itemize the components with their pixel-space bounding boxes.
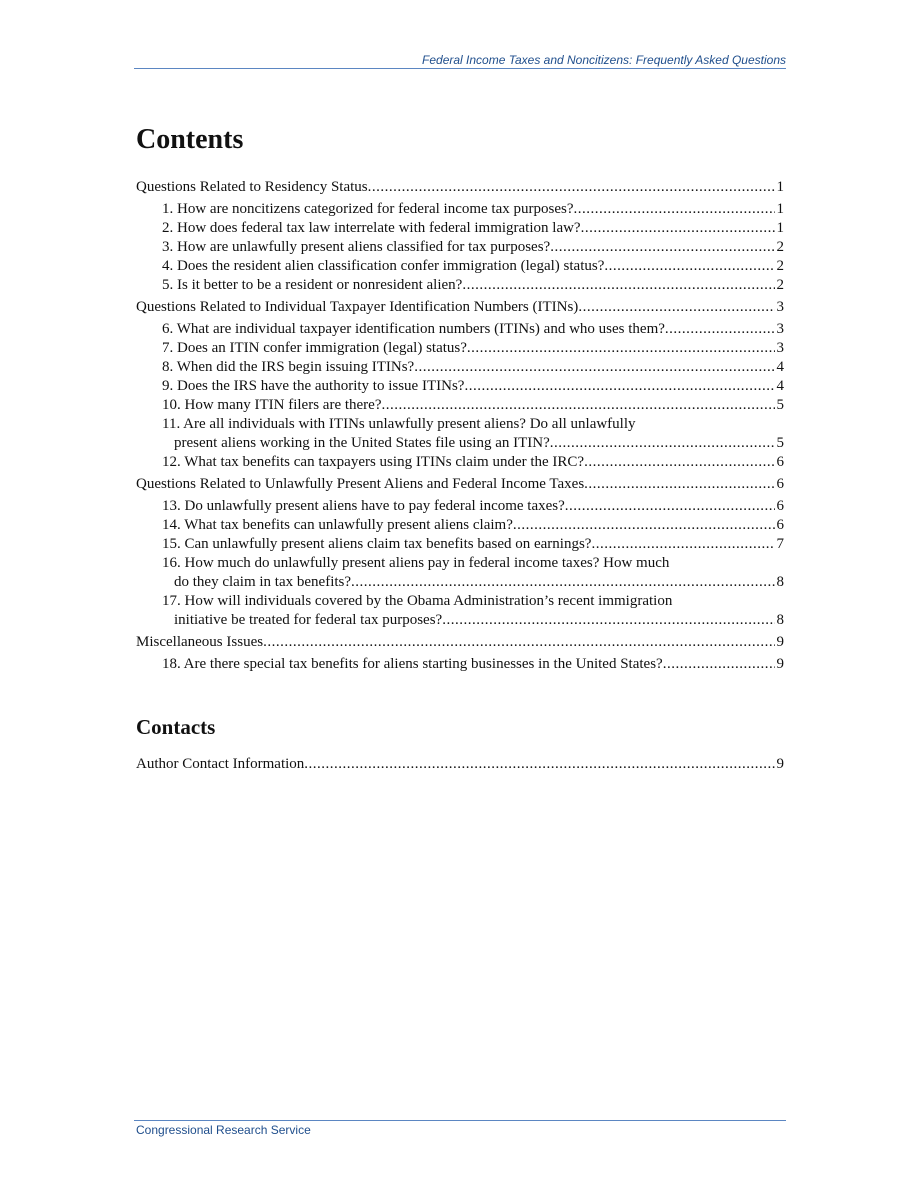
toc-page-number: 2 xyxy=(776,277,784,293)
toc-entry-title: 18. Are there special tax benefits for aliens starting businesses in the United States? xyxy=(162,656,663,672)
toc-page-number: 1 xyxy=(776,220,784,236)
toc-question-entry[interactable] xyxy=(136,554,784,592)
dot-leader xyxy=(462,276,774,295)
toc-question-entry[interactable] xyxy=(136,200,784,219)
dot-leader xyxy=(578,298,774,317)
toc-entry-title: 4. Does the resident alien classification confer immigration (legal) status? xyxy=(162,258,605,274)
dot-leader xyxy=(263,633,774,652)
toc-page-number: 2 xyxy=(776,258,784,274)
toc-page-number: 4 xyxy=(776,359,784,375)
toc-question-entry[interactable] xyxy=(136,320,784,339)
dot-leader xyxy=(382,396,775,415)
dot-leader xyxy=(565,497,775,516)
toc-page-number: 6 xyxy=(776,476,784,492)
table-of-contents xyxy=(136,178,784,674)
toc-entry-title: 13. Do unlawfully present aliens have to pay federal income taxes? xyxy=(162,498,565,514)
toc-question-entry[interactable] xyxy=(136,497,784,516)
dot-leader xyxy=(665,320,775,339)
dot-leader xyxy=(591,535,774,554)
toc-entry-title: 1. How are noncitizens categorized for federal income tax purposes? xyxy=(162,201,574,217)
dot-leader xyxy=(584,453,774,472)
toc-page-number: 3 xyxy=(776,299,784,315)
toc-entry-title-continued: initiative be treated for federal tax purposes? xyxy=(174,612,443,628)
toc-question-entry[interactable] xyxy=(136,655,784,674)
toc-section-entry[interactable] xyxy=(136,475,784,494)
dot-leader xyxy=(368,178,775,197)
toc-entry-title: 7. Does an ITIN confer immigration (legal) status? xyxy=(162,340,467,356)
contacts-list xyxy=(136,755,784,774)
toc-entry-title: 15. Can unlawfully present aliens claim tax benefits based on earnings? xyxy=(162,536,592,552)
toc-entry-title: 5. Is it better to be a resident or nonresident alien? xyxy=(162,277,463,293)
toc-question-entry[interactable] xyxy=(136,257,784,276)
toc-page-number: 4 xyxy=(776,378,784,394)
toc-question-entry[interactable] xyxy=(136,396,784,415)
toc-entry-title: 10. How many ITIN filers are there? xyxy=(162,397,382,413)
toc-question-entry[interactable] xyxy=(136,358,784,377)
toc-section-entry[interactable] xyxy=(136,298,784,317)
toc-page-number: 8 xyxy=(776,612,784,628)
dot-leader xyxy=(663,655,775,674)
toc-question-entry[interactable] xyxy=(136,535,784,554)
toc-entry-title: 9. Does the IRS have the authority to issue ITINs? xyxy=(162,378,465,394)
footer-rule xyxy=(134,1120,786,1121)
header-rule xyxy=(134,68,786,69)
toc-entry-title: 6. What are individual taxpayer identification numbers (ITINs) and who uses them? xyxy=(162,321,665,337)
toc-entry-title: Questions Related to Residency Status xyxy=(136,179,368,195)
toc-entry-title: 14. What tax benefits can unlawfully present aliens claim? xyxy=(162,517,513,533)
toc-page-number: 6 xyxy=(776,517,784,533)
toc-page-number: 1 xyxy=(776,179,784,195)
toc-entry-title: Questions Related to Unlawfully Present Aliens and Federal Income Taxes xyxy=(136,476,585,492)
toc-question-entry[interactable] xyxy=(136,276,784,295)
toc-question-entry[interactable] xyxy=(136,592,784,630)
dot-leader xyxy=(351,573,774,592)
toc-entry-title: 17. How will individuals covered by the Obama Administration’s recent immigration xyxy=(162,593,673,609)
contacts-heading: Contacts xyxy=(136,715,216,739)
dot-leader xyxy=(584,475,774,494)
toc-entry-title: 8. When did the IRS begin issuing ITINs? xyxy=(162,359,415,375)
dot-leader xyxy=(464,377,774,396)
toc-question-entry[interactable] xyxy=(136,453,784,472)
toc-page-number: 1 xyxy=(776,201,784,217)
toc-page-number: 8 xyxy=(776,574,784,590)
contents-heading: Contents xyxy=(136,124,244,155)
toc-page-number: 9 xyxy=(776,756,784,772)
toc-entry-title-continued: do they claim in tax benefits? xyxy=(174,574,352,590)
toc-page-number: 2 xyxy=(776,239,784,255)
toc-entry-title: Miscellaneous Issues xyxy=(136,634,264,650)
toc-page-number: 3 xyxy=(776,321,784,337)
toc-page-number: 9 xyxy=(776,634,784,650)
running-header: Federal Income Taxes and Noncitizens: Frequently Asked Questions xyxy=(422,53,786,67)
toc-section-entry[interactable] xyxy=(136,178,784,197)
dot-leader xyxy=(442,611,774,630)
dot-leader xyxy=(574,200,775,219)
toc-entry-title: Questions Related to Individual Taxpayer Identification Numbers (ITINs) xyxy=(136,299,579,315)
dot-leader xyxy=(304,755,774,774)
dot-leader xyxy=(604,257,774,276)
toc-entry-title-continued: present aliens working in the United States file using an ITIN? xyxy=(174,435,550,451)
toc-question-entry[interactable] xyxy=(136,516,784,535)
toc-page-number: 7 xyxy=(776,536,784,552)
toc-page-number: 3 xyxy=(776,340,784,356)
footer-publisher: Congressional Research Service xyxy=(136,1123,311,1137)
toc-question-entry[interactable] xyxy=(136,415,784,453)
toc-question-entry[interactable] xyxy=(136,219,784,238)
toc-entry-title: 2. How does federal tax law interrelate with federal immigration law? xyxy=(162,220,581,236)
dot-leader xyxy=(414,358,774,377)
dot-leader xyxy=(581,219,775,238)
dot-leader xyxy=(467,339,775,358)
toc-entry-title: 11. Are all individuals with ITINs unlawfully present aliens? Do all unlawfully xyxy=(162,416,636,432)
dot-leader xyxy=(550,238,774,257)
toc-page-number: 6 xyxy=(776,454,784,470)
toc-section-entry[interactable] xyxy=(136,633,784,652)
toc-page-number: 6 xyxy=(776,498,784,514)
dot-leader xyxy=(550,434,775,453)
toc-entry-title: Author Contact Information xyxy=(136,756,305,772)
dot-leader xyxy=(513,516,775,535)
toc-question-entry[interactable] xyxy=(136,238,784,257)
toc-page-number: 9 xyxy=(776,656,784,672)
toc-entry-title: 3. How are unlawfully present aliens classified for tax purposes? xyxy=(162,239,551,255)
toc-page-number: 5 xyxy=(776,435,784,451)
toc-page-number: 5 xyxy=(776,397,784,413)
toc-entry-title: 16. How much do unlawfully present aliens pay in federal income taxes? How much xyxy=(162,555,670,571)
toc-section-entry[interactable] xyxy=(136,755,784,774)
toc-question-entry[interactable] xyxy=(136,339,784,358)
toc-entry-title: 12. What tax benefits can taxpayers using ITINs claim under the IRC? xyxy=(162,454,585,470)
toc-question-entry[interactable] xyxy=(136,377,784,396)
